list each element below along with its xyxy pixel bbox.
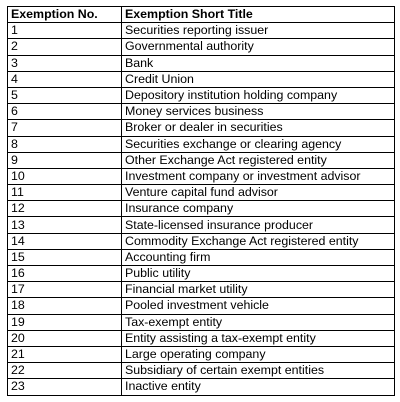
exemption-number-cell: 4 bbox=[8, 71, 122, 87]
exemption-number-cell: 7 bbox=[8, 120, 122, 136]
exemption-title-cell: Governmental authority bbox=[122, 39, 395, 55]
table-body bbox=[8, 23, 395, 395]
exemption-number-cell: 23 bbox=[8, 379, 122, 395]
exemption-number-cell: 14 bbox=[8, 233, 122, 249]
table-row bbox=[8, 314, 395, 330]
table-row bbox=[8, 39, 395, 55]
exemption-number-cell: 6 bbox=[8, 104, 122, 120]
exemption-title-cell: Bank bbox=[122, 55, 395, 71]
exemption-number-cell: 16 bbox=[8, 266, 122, 282]
exemption-title-cell: Inactive entity bbox=[122, 379, 395, 395]
exemption-title-cell: Tax-exempt entity bbox=[122, 314, 395, 330]
exemption-title-cell: Commodity Exchange Act registered entity bbox=[122, 233, 395, 249]
exemption-title-cell: Pooled investment vehicle bbox=[122, 298, 395, 314]
exemption-number-cell: 18 bbox=[8, 298, 122, 314]
exemption-title-cell: Depository institution holding company bbox=[122, 87, 395, 103]
exemption-number-cell: 2 bbox=[8, 39, 122, 55]
table-row bbox=[8, 249, 395, 265]
exemption-number-cell: 17 bbox=[8, 282, 122, 298]
table-row bbox=[8, 201, 395, 217]
header-exemption-short-title: Exemption Short Title bbox=[122, 7, 395, 23]
exemption-number-cell: 15 bbox=[8, 249, 122, 265]
exemption-title-cell: Securities reporting issuer bbox=[122, 23, 395, 39]
exemption-title-cell: Financial market utility bbox=[122, 282, 395, 298]
table-row bbox=[8, 71, 395, 87]
table-row bbox=[8, 87, 395, 103]
exemption-number-cell: 13 bbox=[8, 217, 122, 233]
exemption-number-cell: 3 bbox=[8, 55, 122, 71]
exemption-number-cell: 22 bbox=[8, 363, 122, 379]
exemption-number-cell: 11 bbox=[8, 185, 122, 201]
exemption-title-cell: Venture capital fund advisor bbox=[122, 185, 395, 201]
table-row bbox=[8, 298, 395, 314]
exemption-title-cell: Public utility bbox=[122, 266, 395, 282]
table-row bbox=[8, 104, 395, 120]
table-row bbox=[8, 23, 395, 39]
exemption-number-cell: 12 bbox=[8, 201, 122, 217]
table-row bbox=[8, 363, 395, 379]
exemption-title-cell: Securities exchange or clearing agency bbox=[122, 136, 395, 152]
table-row bbox=[8, 120, 395, 136]
exemption-number-cell: 9 bbox=[8, 152, 122, 168]
exemption-number-cell: 5 bbox=[8, 87, 122, 103]
exemption-title-cell: Other Exchange Act registered entity bbox=[122, 152, 395, 168]
exemption-title-cell: Insurance company bbox=[122, 201, 395, 217]
table-row bbox=[8, 282, 395, 298]
exemption-number-cell: 10 bbox=[8, 168, 122, 184]
table-row bbox=[8, 217, 395, 233]
exemption-title-cell: Large operating company bbox=[122, 346, 395, 362]
table-row bbox=[8, 330, 395, 346]
table-row bbox=[8, 168, 395, 184]
exemption-title-cell: Subsidiary of certain exempt entities bbox=[122, 363, 395, 379]
header-exemption-no: Exemption No. bbox=[8, 7, 122, 23]
exemptions-table bbox=[7, 6, 395, 396]
exemption-title-cell: Accounting firm bbox=[122, 249, 395, 265]
exemption-title-cell: Credit Union bbox=[122, 71, 395, 87]
table-row bbox=[8, 55, 395, 71]
exemption-title-cell: Investment company or investment advisor bbox=[122, 168, 395, 184]
header-row bbox=[8, 7, 395, 23]
exemption-number-cell: 8 bbox=[8, 136, 122, 152]
exemption-title-cell: Entity assisting a tax-exempt entity bbox=[122, 330, 395, 346]
table-row bbox=[8, 266, 395, 282]
exemption-number-cell: 1 bbox=[8, 23, 122, 39]
exemption-title-cell: Broker or dealer in securities bbox=[122, 120, 395, 136]
table-row bbox=[8, 379, 395, 395]
table-row bbox=[8, 152, 395, 168]
exemption-number-cell: 19 bbox=[8, 314, 122, 330]
table-row bbox=[8, 346, 395, 362]
exemption-title-cell: State-licensed insurance producer bbox=[122, 217, 395, 233]
table-header bbox=[8, 7, 395, 23]
exemption-title-cell: Money services business bbox=[122, 104, 395, 120]
table-row bbox=[8, 233, 395, 249]
table-row bbox=[8, 185, 395, 201]
exemption-number-cell: 20 bbox=[8, 330, 122, 346]
exemption-number-cell: 21 bbox=[8, 346, 122, 362]
table-row bbox=[8, 136, 395, 152]
